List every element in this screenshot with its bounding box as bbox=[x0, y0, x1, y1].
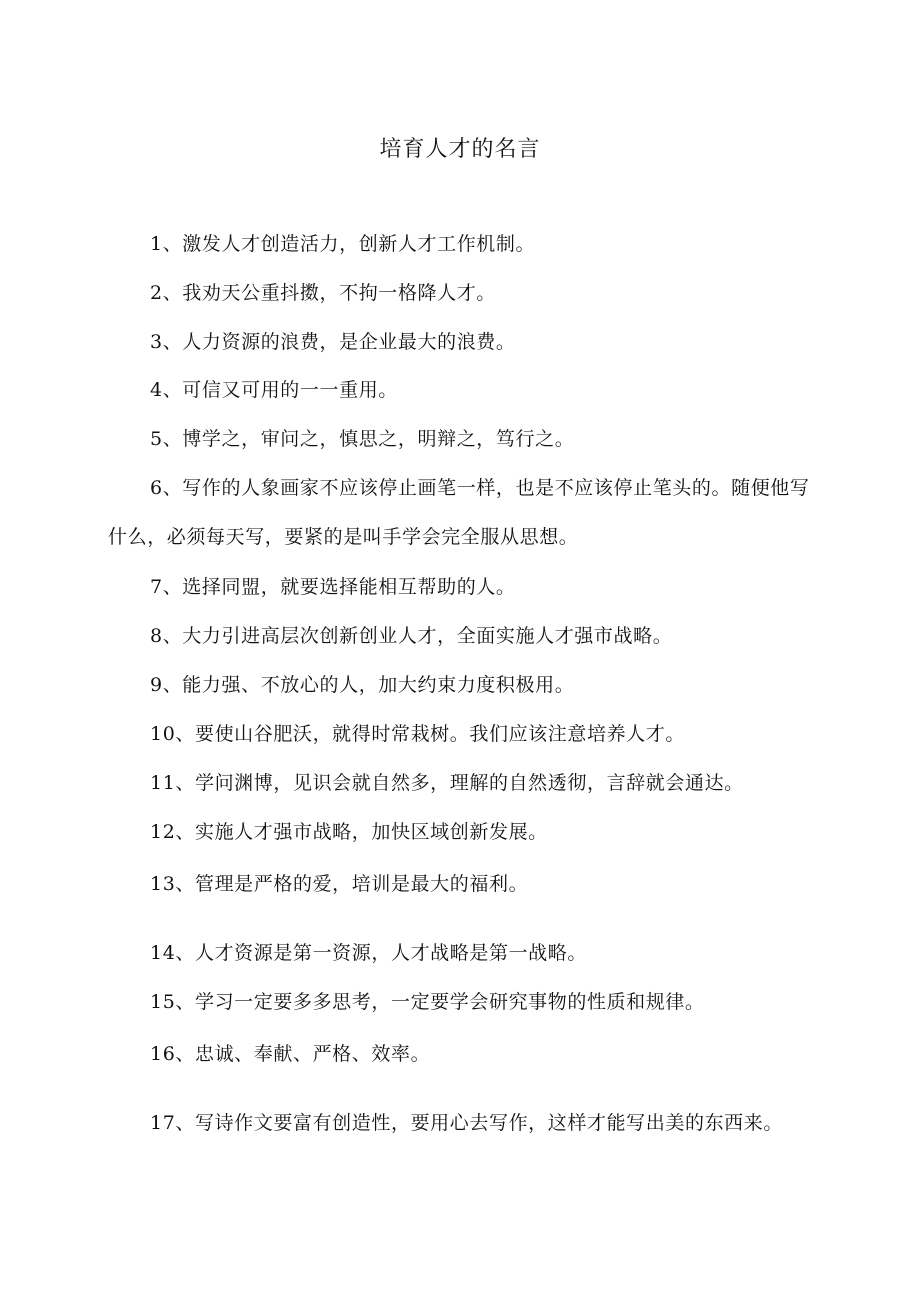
quote-item-11: 11、学问渊博，见识会就自然多，理解的自然透彻，言辞就会通达。 bbox=[150, 772, 744, 794]
quote-item-17: 17、写诗作文要富有创造性，要用心去写作，这样才能写出美的东西来。 bbox=[150, 1112, 783, 1134]
document-title: 培育人才的名言 bbox=[379, 137, 541, 162]
quote-item-4: 4、可信又可用的一一重用。 bbox=[150, 379, 398, 401]
quote-item-5: 5、博学之，审问之，慎思之，明辩之，笃行之。 bbox=[150, 428, 575, 450]
quote-item-9: 9、能力强、不放心的人，加大约束力度积极用。 bbox=[150, 674, 575, 696]
quote-item-7: 7、选择同盟，就要选择能相互帮助的人。 bbox=[150, 576, 516, 598]
quote-item-1: 1、激发人才创造活力，创新人才工作机制。 bbox=[150, 233, 536, 255]
quote-item-14: 14、人才资源是第一资源，人才战略是第一战略。 bbox=[150, 942, 587, 964]
quote-item-3: 3、人力资源的浪费，是企业最大的浪费。 bbox=[150, 331, 516, 353]
quote-item-2: 2、我劝天公重抖擞，不拘一格降人才。 bbox=[150, 282, 496, 304]
quote-item-13: 13、管理是严格的爱，培训是最大的福利。 bbox=[150, 873, 529, 895]
quote-item-10: 10、要使山谷肥沃，就得时常栽树。我们应该注意培养人才。 bbox=[150, 723, 685, 745]
quote-item-16: 16、忠诚、奉献、严格、效率。 bbox=[150, 1043, 431, 1065]
quote-item-12: 12、实施人才强市战略，加快区域创新发展。 bbox=[150, 821, 548, 843]
quote-item-6: 6、写作的人象画家不应该停止画笔一样，也是不应该停止笔头的。随便他写什么，必须每天写，要紧的是叫手学会完全服从思想。 bbox=[108, 477, 810, 548]
quote-item-8: 8、大力引进高层次创新创业人才，全面实施人才强市战略。 bbox=[150, 625, 673, 647]
quote-item-15: 15、学习一定要多多思考，一定要学会研究事物的性质和规律。 bbox=[150, 991, 705, 1013]
